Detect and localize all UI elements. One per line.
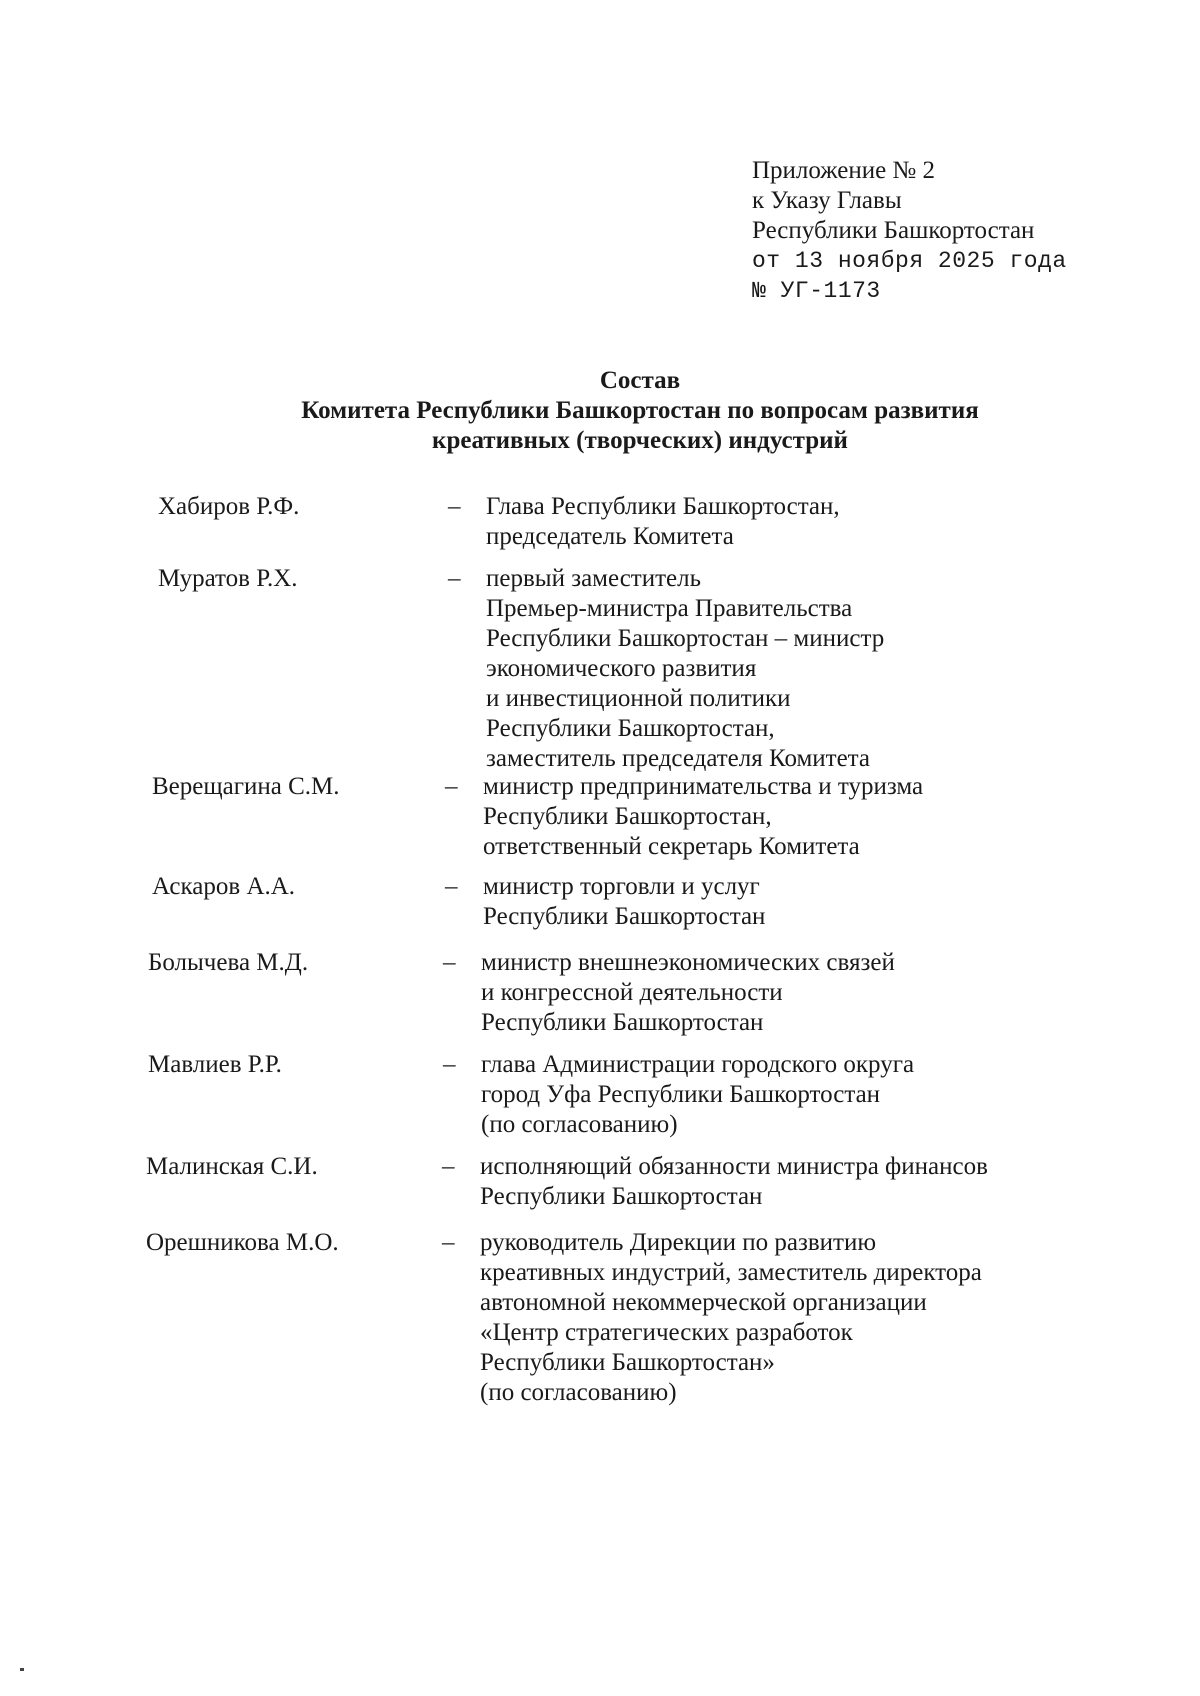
member-name: Муратов Р.Х. bbox=[158, 565, 298, 592]
member-dash: – bbox=[443, 949, 456, 976]
member-role-line: креативных индустрий, заместитель директора bbox=[480, 1259, 982, 1286]
member-role-line: (по согласованию) bbox=[481, 1111, 678, 1138]
member-name: Малинская С.И. bbox=[146, 1153, 318, 1180]
member-role bbox=[480, 1152, 988, 1212]
member-dash: – bbox=[442, 1153, 455, 1180]
member-name: Болычева М.Д. bbox=[148, 949, 309, 976]
member-dash: – bbox=[445, 873, 458, 900]
member-role-line: председатель Комитета bbox=[486, 523, 734, 550]
member-role-line: Глава Республики Башкортостан, bbox=[486, 493, 840, 520]
member-role-line: город Уфа Республики Башкортостан bbox=[481, 1081, 881, 1108]
member-role-line: экономического развития bbox=[486, 655, 757, 682]
member-role-line: Республики Башкортостан bbox=[480, 1183, 763, 1210]
member-role-line: Республики Башкортостан» bbox=[480, 1349, 775, 1376]
member-role-line: автономной некоммерческой организации bbox=[480, 1289, 927, 1316]
member-name: Хабиров Р.Ф. bbox=[158, 493, 300, 520]
member-role-line: глава Администрации городского округа bbox=[481, 1051, 915, 1078]
member-role-line: Республики Башкортостан bbox=[483, 903, 766, 930]
member-name: Мавлиев Р.Р. bbox=[148, 1051, 282, 1078]
member-role-line: и конгрессной деятельности bbox=[481, 979, 783, 1006]
member-role-line: Республики Башкортостан, bbox=[483, 803, 772, 830]
title-line-3: креативных (творческих) индустрий bbox=[432, 427, 848, 454]
member-role-line: руководитель Дирекции по развитию bbox=[480, 1229, 877, 1256]
member-dash: – bbox=[448, 565, 461, 592]
appendix-republic: Республики Башкортостан bbox=[752, 217, 1035, 244]
member-role-line: и инвестиционной политики bbox=[486, 685, 791, 712]
member-name: Верещагина С.М. bbox=[152, 773, 340, 800]
member-name: Аскаров А.А. bbox=[152, 873, 296, 900]
member-dash: – bbox=[445, 773, 458, 800]
member-role-line: Республики Башкортостан, bbox=[486, 715, 775, 742]
member-dash: – bbox=[443, 1051, 456, 1078]
member-role bbox=[483, 772, 923, 862]
member-role-line: Республики Башкортостан bbox=[481, 1009, 764, 1036]
member-role bbox=[480, 1228, 982, 1408]
member-role-line: «Центр стратегических разработок bbox=[480, 1319, 853, 1346]
member-role-line: Республики Башкортостан – министр bbox=[486, 625, 885, 652]
title-line-1: Состав bbox=[599, 367, 681, 394]
member-role bbox=[481, 1050, 914, 1140]
appendix-decree-number: № УГ-1173 bbox=[752, 278, 881, 304]
member-role-line: первый заместитель bbox=[486, 565, 702, 592]
member-role bbox=[483, 872, 765, 932]
appendix-reference: к Указу Главы bbox=[752, 187, 902, 214]
member-role-line: министр внешнеэкономических связей bbox=[481, 949, 895, 976]
member-role bbox=[486, 564, 884, 774]
member-role-line: министр торговли и услуг bbox=[483, 873, 760, 900]
scan-mark bbox=[20, 1668, 24, 1671]
title-line-2: Комитета Республики Башкортостан по вопросам развития bbox=[301, 397, 979, 424]
member-role-line: ответственный секретарь Комитета bbox=[483, 833, 860, 860]
member-role-line: заместитель председателя Комитета bbox=[486, 745, 871, 772]
member-role-line: министр предпринимательства и туризма bbox=[483, 773, 924, 800]
appendix-number: Приложение № 2 bbox=[752, 157, 936, 184]
document-title bbox=[0, 366, 1200, 456]
member-name: Орешникова М.О. bbox=[146, 1229, 339, 1256]
member-role-line: (по согласованию) bbox=[480, 1379, 677, 1406]
member-role bbox=[481, 948, 895, 1038]
appendix-date: от 13 ноября 2025 года bbox=[752, 248, 1067, 274]
member-dash: – bbox=[442, 1229, 455, 1256]
appendix-header bbox=[752, 156, 1067, 306]
member-role bbox=[486, 492, 840, 552]
member-role-line: Премьер-министра Правительства bbox=[486, 595, 853, 622]
member-role-line: исполняющий обязанности министра финансов bbox=[480, 1153, 988, 1180]
member-dash: – bbox=[448, 493, 461, 520]
